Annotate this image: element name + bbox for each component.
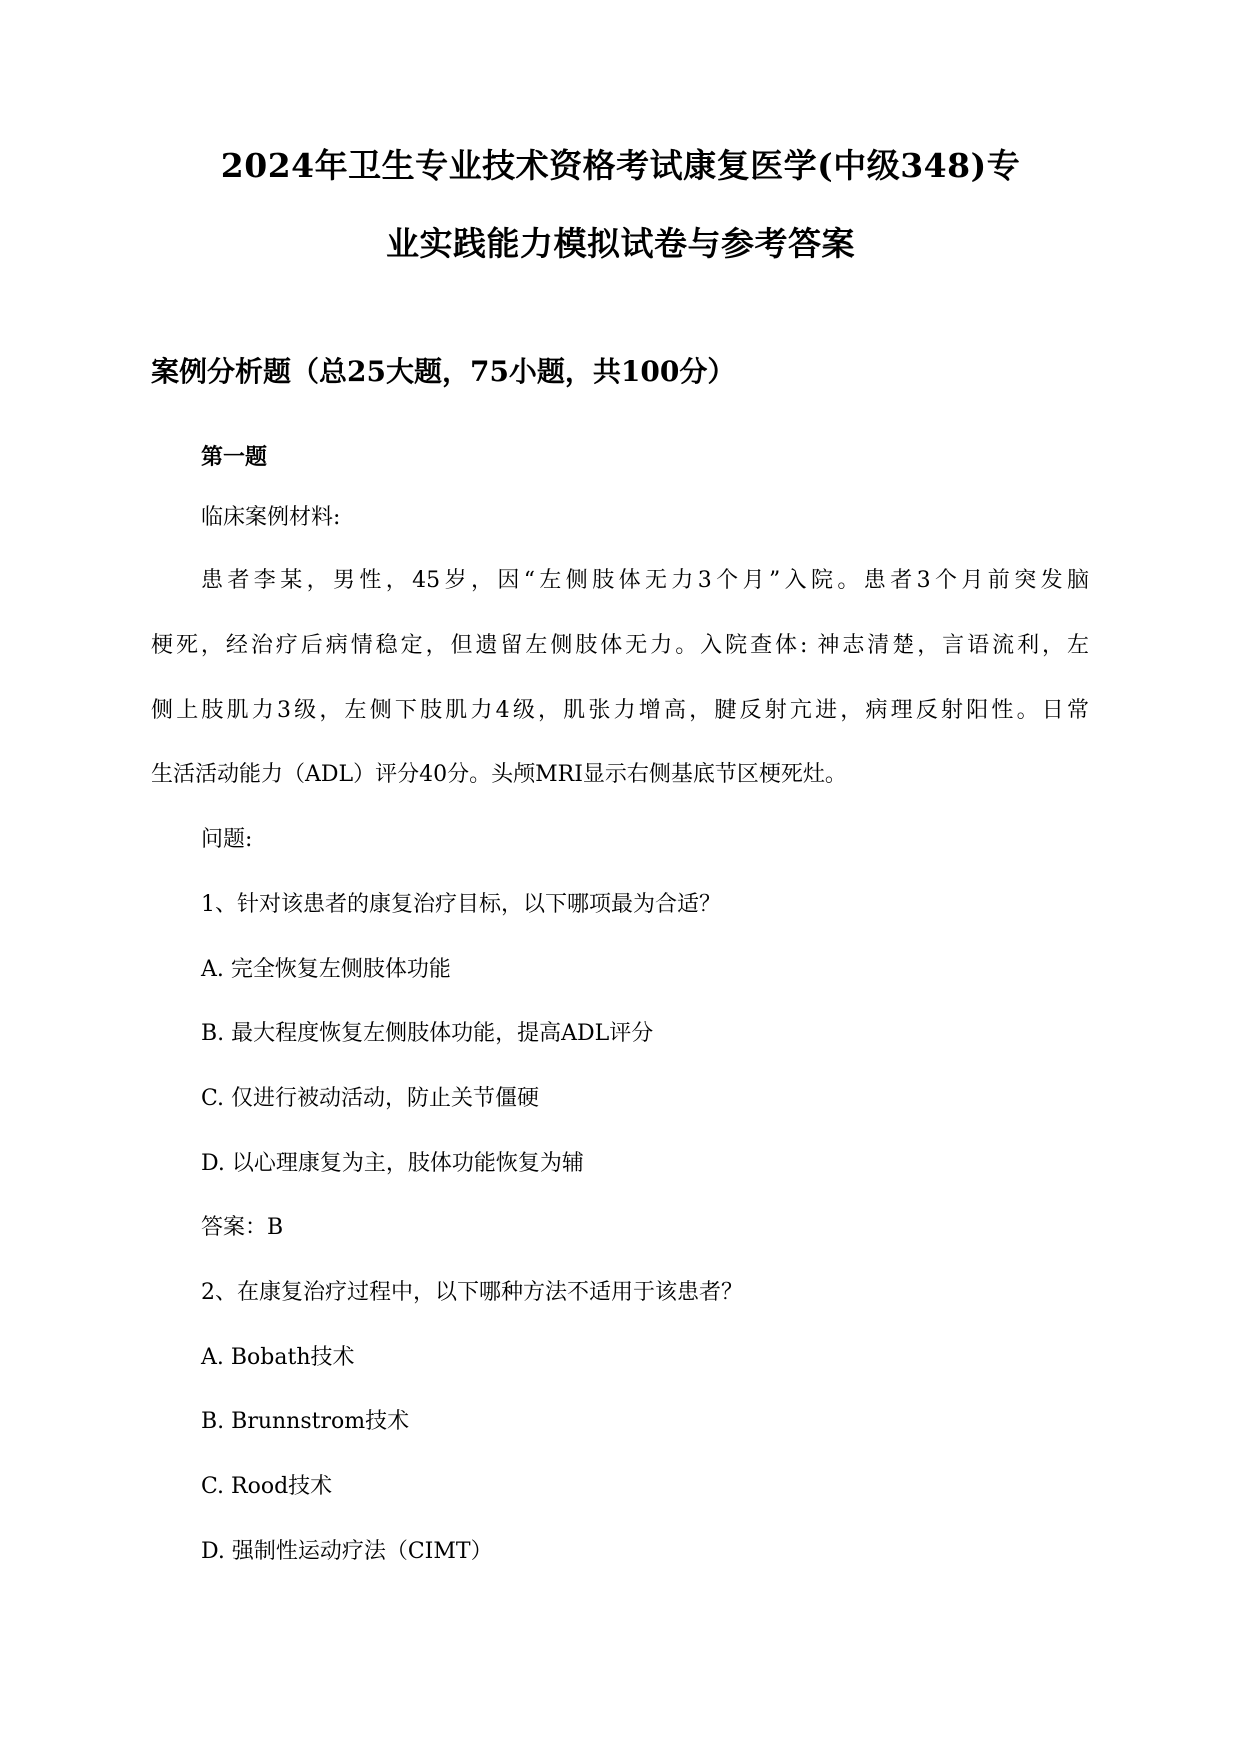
question-2-option-d: D. 强制性运动疗法（CIMT）: [201, 1539, 493, 1564]
question-1-option-a: A. 完全恢复左侧肢体功能: [201, 957, 451, 982]
document-title-line-2: 业实践能力模拟试卷与参考答案: [386, 224, 855, 263]
question-1-option-b: B. 最大程度恢复左侧肢体功能，提高ADL评分: [201, 1021, 654, 1046]
question-2-option-b: B. Brunnstrom技术: [201, 1409, 410, 1434]
question-2-stem: 2、在康复治疗过程中，以下哪种方法不适用于该患者？: [201, 1280, 743, 1305]
question-1-answer: 答案：B: [201, 1215, 284, 1240]
question-1-option-d: D. 以心理康复为主，肢体功能恢复为辅: [201, 1151, 584, 1176]
case-text-line-2: 梗死，经治疗后病情稳定，但遗留左侧肢体无力。入院查体: 神志清楚，言语流利，左: [151, 633, 1089, 658]
case-text-line-1: 患者李某，男性，45岁，因“左侧肢体无力3个月”入院。患者3个月前突发脑: [201, 568, 1089, 593]
section-heading: 案例分析题（总25大题，75小题，共100分）: [151, 355, 736, 388]
question-1-stem: 1、针对该患者的康复治疗目标，以下哪项最为合适？: [201, 892, 721, 917]
case-text-line-3: 侧上肢肌力3级，左侧下肢肌力4级，肌张力增高，腱反射亢进，病理反射阳性。日常: [151, 698, 1089, 723]
question-heading: 第一题: [201, 444, 268, 470]
question-2-option-c: C. Rood技术: [201, 1474, 333, 1499]
question-1-option-c: C. 仅进行被动活动，防止关节僵硬: [201, 1086, 540, 1111]
document-title-line-1: 2024年卫生专业技术资格考试康复医学(中级348)专: [220, 146, 1021, 185]
question-2-option-a: A. Bobath技术: [201, 1345, 355, 1370]
problem-label: 问题:: [201, 827, 253, 852]
case-text-line-4: 生活活动能力（ADL）评分40分。头颅MRI显示右侧基底节区梗死灶。: [151, 762, 847, 787]
material-label: 临床案例材料:: [201, 505, 341, 530]
